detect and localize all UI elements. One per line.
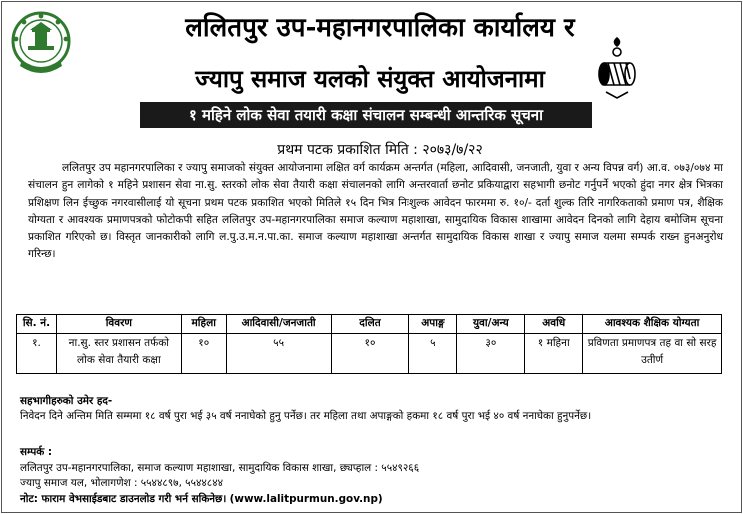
municipality-emblem-icon <box>10 8 72 78</box>
office-title: ललितपुर उप-महानगरपालिका कार्यालय र <box>185 13 575 43</box>
col-header-duration: अवधि <box>525 315 583 334</box>
contact-municipality: ललितपुर उप-महानगरपालिका, समाज कल्याण महाशाखा, सामुदायिक विकास शाखा, छ्यप्हाल : ५५४९२६६ <box>20 462 420 474</box>
contact-jyapu-samaj: ज्यापु समाज यल, भोलागणेश : ५५४४८९७, ५५४४८४४ <box>20 477 223 489</box>
quota-table <box>16 314 722 374</box>
cell-description: ना.सु. स्तर प्रशासन तर्फको लोक सेवा तैयारी कक्षा <box>56 334 181 374</box>
project-title: ज्यापु समाज यलको संयुक्त आयोजनामा <box>195 64 545 93</box>
cell-dalit: १० <box>331 334 409 374</box>
table-header-row <box>17 315 722 334</box>
cell-duration: १ महिना <box>525 334 583 374</box>
note-text: नोट: फाराम वेभसाईडबाट डाउनलोड गरी भर्न सकिनेछ। <box>20 493 227 505</box>
col-header-women: महिला <box>181 315 226 334</box>
contact-heading: सम्पर्क : <box>20 446 52 458</box>
col-header-description: विवरण <box>56 315 181 334</box>
cell-qualification: प्रविणता प्रमाणपत्र तह वा सो सरह उतीर्ण <box>583 334 722 374</box>
age-limit-heading: सहभागीहरुको उमेर हद- <box>20 395 113 407</box>
col-header-disabled: अपाङ्ग <box>409 315 457 334</box>
cell-disabled: ५ <box>409 334 457 374</box>
published-date: प्रथम पटक प्रकाशित मिति : २०७३/७/२२ <box>277 142 483 158</box>
col-header-sn: सि. नं. <box>17 315 57 334</box>
cell-sn: १. <box>17 334 57 374</box>
col-header-youth-other: युवा/अन्य <box>457 315 525 334</box>
cell-indigenous: ५५ <box>226 334 331 374</box>
col-header-qualification: आवश्यक शैक्षिक योग्यता <box>583 315 722 334</box>
table-row <box>17 334 722 374</box>
cell-youth-other: ३० <box>457 334 525 374</box>
download-note <box>20 492 725 506</box>
cell-women: १० <box>181 334 226 374</box>
col-header-dalit: दलित <box>331 315 409 334</box>
website-link[interactable]: (www.lalitpurmun.gov.np) <box>229 493 383 505</box>
col-header-indigenous: आदिवासी/जनजाती <box>226 315 331 334</box>
notice-title-banner: १ महिने लोक सेवा तयारी कक्षा संचालन सम्बन्धी आन्तरिक सूचना <box>140 102 592 128</box>
notice-body-paragraph: ललितपुर उप महानगरपालिका र ज्यापु समाजको संयुक्त आयोजनामा लक्षित वर्ग कार्यक्रम अन्तर्गत (महिला, आदिवासी, जनजाती, युवा र अन्य विपन्न वर्ग) आ.व. ०७३/०७४ मा संचालन हुन लागेको १ महिने प्रशासन सेवा ना.सु. स्तरको लोक सेवा तैयारी कक्षा संचालनको लागि अन्तरवार्ता छनोट प्रकियाद्वारा सहभागी छनोट गर्नुपर्ने भएको हुंदा नगर क्षेत्र भित्रका प्रशिक्षण लिन ईच्छुक नगरवासीलाई यो सूचना प्रथम पटक प्रकाशित भएको मितिले १५ दिन भित्र निःशुल्क आवेदन फारममा रु. १०/- दर्ता शुल्क तिरि नागरिकताको प्रमाण पत्र, शैक्षिक योग्यता र आवश्यक प्रमाणपत्रको फोटोकपी सहित ललितपुर उप-महानगरपालिका समाज कल्याण महाशाखा, सामुदायिक विकास शाखामा आवेदन दिनको लागि देहाय बमोजिम सूचना प्रकाशित गरिएको छ। विस्तृत जानकारीको लागि ल.पु.उ.म.न.पा.का. समाज कल्याण महाशाखा अन्तर्गत सामुदायिक विकास शाखा र ज्यापु समाज यलमा सम्पर्क राख्न हुनअनुरोध गरिन्छ। <box>28 162 723 261</box>
age-limit-text: निवेदन दिने अन्तिम मिति सम्ममा १८ वर्ष पुरा भई ३५ वर्ष ननाघेको हुनु पर्नेछ। तर महिला तथा अपाङ्गको हकमा १८ वर्ष पुरा भई ४० वर्ष ननाघेका हुनुपर्नेछ। <box>20 410 592 422</box>
